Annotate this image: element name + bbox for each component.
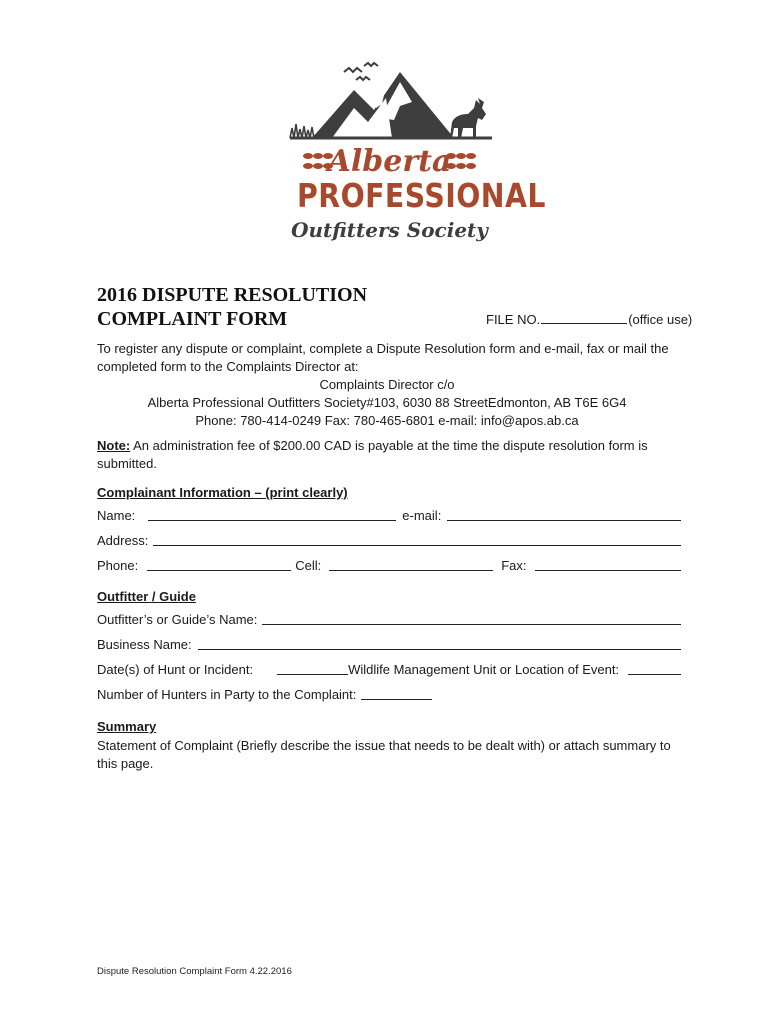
dates-label: Date(s) of Hunt or Incident: xyxy=(97,662,254,677)
phone-label: Phone: xyxy=(97,558,139,573)
address-row xyxy=(97,531,681,549)
address-line-2: Alberta Professional Outfitters Society#103, 6030 88 StreetEdmonton, AB T6E 6G4 xyxy=(147,395,627,410)
apos-logo xyxy=(282,58,546,250)
outfitter-heading: Outfitter / Guide xyxy=(97,589,196,604)
form-title-line-1: 2016 DISPUTE RESOLUTION xyxy=(97,284,368,306)
name-email-row xyxy=(97,506,681,524)
phone-row xyxy=(97,556,681,574)
wmu-label: Wildlife Management Unit or Location of Event: xyxy=(348,662,620,677)
file-number-field[interactable] xyxy=(541,312,627,324)
complainant-heading: Complainant Information – (print clearly) xyxy=(97,485,348,500)
file-number xyxy=(486,312,692,327)
wmu-field[interactable] xyxy=(628,673,681,675)
outfitter-name-field[interactable] xyxy=(262,623,681,625)
mountain-moose-icon xyxy=(282,58,497,150)
form-title-line-2: COMPLAINT FORM xyxy=(97,308,288,330)
footer-text: Dispute Resolution Complaint Form 4.22.2016 xyxy=(97,966,292,977)
summary-heading: Summary xyxy=(97,719,157,734)
logo-word-outfitters-society: Outfitters Society xyxy=(291,218,488,242)
email-label: e-mail: xyxy=(402,508,442,523)
cell-label: Cell: xyxy=(295,558,322,573)
hunters-label: Number of Hunters in Party to the Complaint: xyxy=(97,687,357,702)
name-field[interactable] xyxy=(148,519,396,521)
note-label: Note: xyxy=(97,438,131,453)
business-name-row xyxy=(97,635,681,653)
business-name-label: Business Name: xyxy=(97,637,192,652)
address-line-3: Phone: 780-414-0249 Fax: 780-465-6801 e-mail: info@apos.ab.ca xyxy=(195,413,579,428)
address-line-1: Complaints Director c/o xyxy=(319,377,455,392)
logo-word-professional: PROFESSIONAL xyxy=(297,176,546,215)
file-number-suffix: (office use) xyxy=(628,312,693,327)
intro-paragraph: To register any dispute or complaint, complete a Dispute Resolution form and e-mail, fax or mail the completed form to the Complaints Director at: xyxy=(97,341,669,374)
cell-field[interactable] xyxy=(329,569,493,571)
fee-note xyxy=(97,437,677,473)
address-field[interactable] xyxy=(153,544,681,546)
hunters-row xyxy=(97,685,681,703)
email-field[interactable] xyxy=(447,519,681,521)
fax-field[interactable] xyxy=(535,569,681,571)
file-number-label: FILE NO. xyxy=(486,312,541,327)
fax-label: Fax: xyxy=(501,558,527,573)
form-title xyxy=(97,283,367,331)
hunters-field[interactable] xyxy=(361,698,432,700)
dates-field[interactable] xyxy=(277,673,348,675)
outfitter-name-row xyxy=(97,610,681,628)
business-name-field[interactable] xyxy=(198,648,681,650)
note-text: An administration fee of $200.00 CAD is payable at the time the dispute resolution form is submitted. xyxy=(97,438,648,471)
outfitter-name-label: Outfitter’s or Guide’s Name: xyxy=(97,612,258,627)
summary-instructions: Statement of Complaint (Briefly describe the issue that needs to be dealt with) or attach summary to this page. xyxy=(97,738,671,771)
address-block xyxy=(97,376,677,430)
address-label: Address: xyxy=(97,533,149,548)
phone-field[interactable] xyxy=(147,569,291,571)
logo-word-alberta: Alberta xyxy=(327,144,452,179)
dates-wmu-row xyxy=(97,660,681,678)
name-label: Name: xyxy=(97,508,136,523)
